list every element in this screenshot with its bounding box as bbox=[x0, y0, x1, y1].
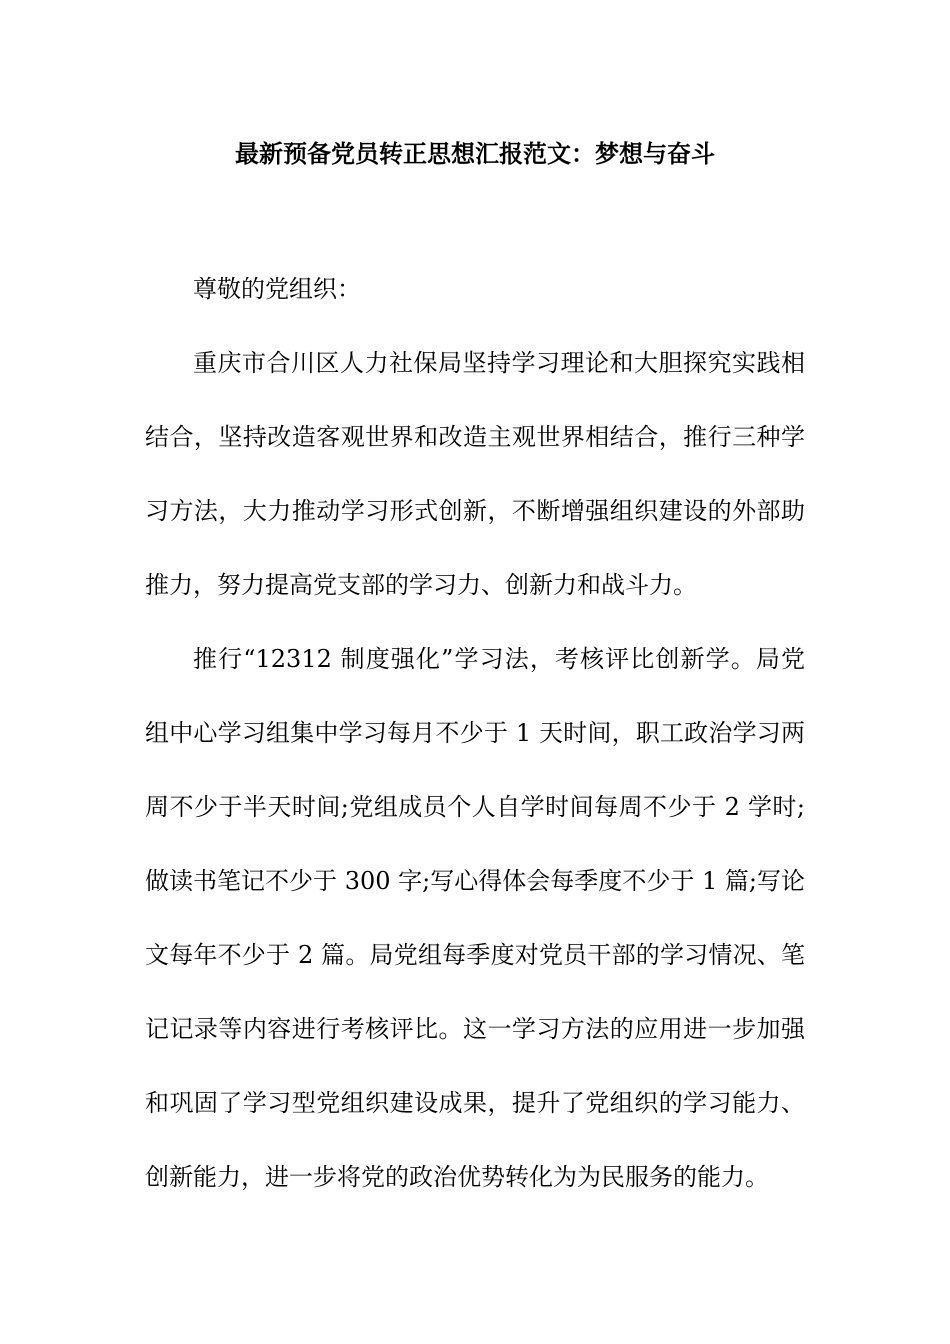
document-body bbox=[145, 252, 805, 1214]
salutation: 尊敬的党组织： bbox=[193, 275, 361, 303]
document-title: 最新预备党员转正思想汇报范文：梦想与奋斗 bbox=[235, 139, 715, 168]
paragraph-2: 推行“12312 制度强化”学习法，考核评比创新学。局党组中心学习组集中学习每月不少于 1 天时间，职工政治学习两周不少于半天时间;党组成员个人自学时间每周不少于 2 学时;做读书笔记不少于 300 字;写心得体会每季度不少于 1 篇;写论文每年不少于 2 篇。局党组每季度对党员干部的学习情况、笔记记录等内容进行考核评比。这一学习方法的应用进一步加强和巩固了学习型党组织建设成果，提升了党组织的学习能力、创新能力，进一步将党的政治优势转化为为民服务的能力。 bbox=[145, 645, 805, 1191]
paragraph-1: 重庆市合川区人力社保局坚持学习理论和大胆探究实践相结合，坚持改造客观世界和改造主观世界相结合，推行三种学习方法，大力推动学习形式创新，不断增强组织建设的外部助推力，努力提高党支部的学习力、创新力和战斗力。 bbox=[145, 349, 805, 599]
